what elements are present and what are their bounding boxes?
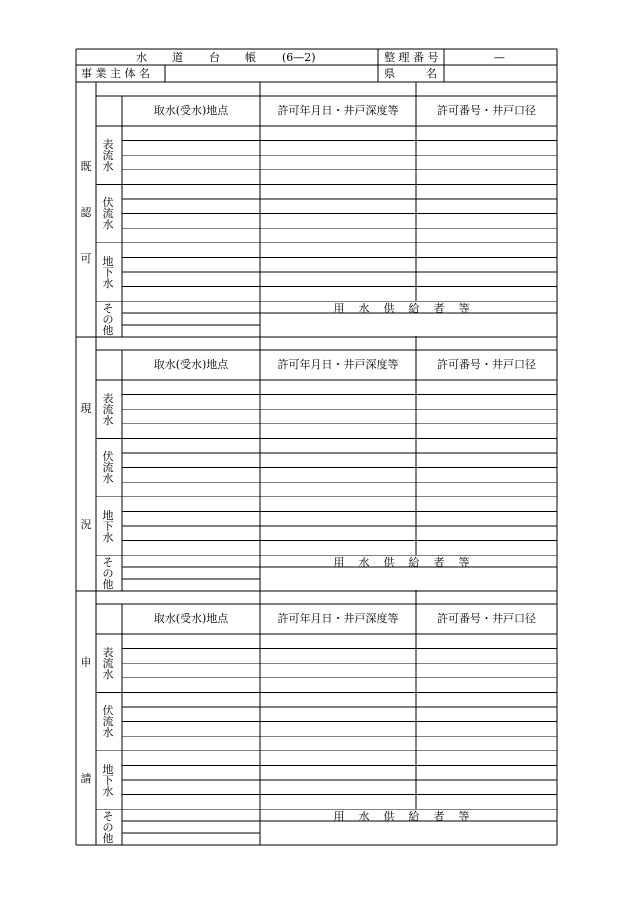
other-water-label: [101, 303, 115, 336]
vertical-char: 他: [102, 577, 114, 591]
section-label-char: 可: [80, 251, 92, 265]
title-code: (6—2): [282, 51, 316, 64]
ken-label-char: 県: [384, 67, 395, 80]
section-label-char: 既: [80, 159, 92, 173]
vertical-char: 地: [102, 254, 114, 268]
vertical-char: 伏: [102, 704, 114, 718]
vertical-char: 地: [102, 762, 114, 776]
vertical-char: 水: [102, 218, 114, 232]
vertical-char: 水: [102, 530, 114, 544]
vertical-char: そ: [102, 301, 114, 315]
vertical-char: 流: [102, 207, 114, 221]
ground-water-label: [101, 256, 115, 289]
surface-water-label: [101, 393, 115, 426]
column-header-date: 許可年月日・井戸深度等: [277, 358, 399, 371]
supplier-label: 用水供給者等: [333, 556, 484, 570]
title-char: 帳: [245, 51, 256, 64]
vertical-char: 他: [102, 831, 114, 845]
vertical-char: 下: [102, 773, 114, 787]
vertical-char: 流: [102, 461, 114, 475]
column-header-point: 取水(受水)地点: [153, 104, 229, 117]
other-water-label: [101, 557, 115, 590]
column-header-permit: 許可番号・井戸口径: [437, 104, 536, 117]
vertical-char: 表: [102, 391, 114, 405]
supplier-label: 用水供給者等: [333, 302, 484, 316]
vertical-char: 下: [102, 265, 114, 279]
section-label-char: 請: [80, 771, 92, 785]
surface-water-label: [101, 139, 115, 172]
surface-water-label: [101, 647, 115, 680]
vertical-char: そ: [102, 809, 114, 823]
vertical-char: 流: [102, 148, 114, 162]
ken-label-char: 名: [426, 67, 437, 80]
section-label-char: 申: [80, 655, 92, 669]
vertical-char: 地: [102, 508, 114, 522]
section-label-char: 現: [80, 401, 92, 415]
vertical-char: 水: [102, 159, 114, 173]
vertical-char: 表: [102, 137, 114, 151]
title-char: 台: [209, 51, 220, 64]
title-char: 道: [172, 51, 183, 64]
vertical-char: 下: [102, 519, 114, 533]
supplier-label: 用水供給者等: [333, 810, 484, 824]
ground-water-label: [101, 764, 115, 797]
vertical-char: の: [102, 312, 114, 326]
vertical-char: 流: [102, 402, 114, 416]
vertical-char: 伏: [102, 196, 114, 210]
vertical-char: 水: [102, 667, 114, 681]
vertical-char: 表: [102, 645, 114, 659]
column-header-date: 許可年月日・井戸深度等: [277, 104, 399, 117]
vertical-char: の: [102, 566, 114, 580]
vertical-char: 流: [102, 656, 114, 670]
title-char: 水: [136, 51, 147, 64]
vertical-char: 流: [102, 715, 114, 729]
vertical-char: 水: [102, 413, 114, 427]
subsurface-water-label: [101, 705, 115, 738]
subsurface-water-label: [101, 451, 115, 484]
ground-water-label: [101, 510, 115, 543]
vertical-char: 水: [102, 276, 114, 290]
seiri-bango-value: —: [494, 51, 505, 64]
other-water-label: [101, 811, 115, 844]
vertical-char: の: [102, 820, 114, 834]
column-header-permit: 許可番号・井戸口径: [437, 612, 536, 625]
jigyo-shutai-label: 事 業 主 体 名: [81, 67, 150, 80]
subsurface-water-label: [101, 197, 115, 230]
column-header-point: 取水(受水)地点: [153, 358, 229, 371]
section-label-char: 認: [80, 205, 92, 219]
vertical-char: 伏: [102, 450, 114, 464]
vertical-char: そ: [102, 555, 114, 569]
vertical-char: 水: [102, 472, 114, 486]
vertical-char: 水: [102, 726, 114, 740]
vertical-char: 他: [102, 323, 114, 337]
column-header-point: 取水(受水)地点: [153, 612, 229, 625]
column-header-date: 許可年月日・井戸深度等: [277, 612, 399, 625]
column-header-permit: 許可番号・井戸口径: [437, 358, 536, 371]
vertical-char: 水: [102, 784, 114, 798]
section-label-char: 況: [80, 517, 92, 531]
seiri-bango-label: 整 理 番 号: [384, 51, 439, 64]
